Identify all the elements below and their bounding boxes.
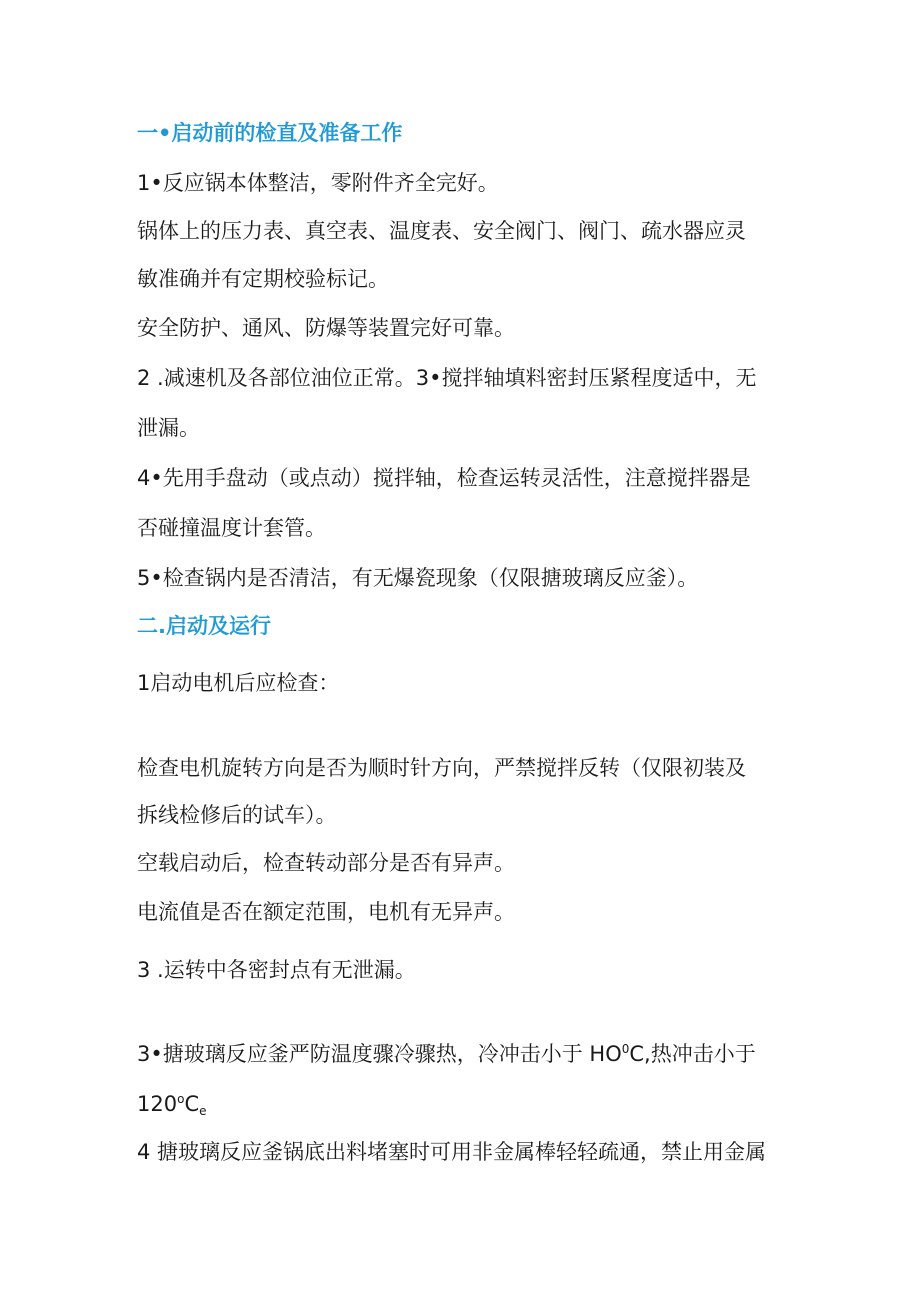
paragraph-line: 安全防护、通风、防爆等装置完好可靠。 <box>137 316 515 340</box>
superscript: 0 <box>621 1042 630 1056</box>
line-text: 3•搪玻璃反应釜严防温度骤冷骤热，冷冲击小于 HO <box>137 1042 622 1066</box>
line-text: C <box>184 1092 200 1116</box>
section-heading-2: 二.启动及运行 <box>137 614 271 638</box>
paragraph-line: 电流值是否在额定范围，电机有无异声。 <box>137 900 515 924</box>
paragraph-line: 4 搪玻璃反应釜锅底出料堵塞时可用非金属棒轻轻疏通，禁止用金属 <box>137 1140 767 1164</box>
paragraph-line: 空载启动后，检查转动部分是否有异声。 <box>137 851 515 875</box>
paragraph-line: 3 .运转中各密封点有无泄漏。 <box>137 958 416 982</box>
paragraph-line: 检查电机旋转方向是否为顺时针方向，严禁搅拌反转（仅限初装及 <box>137 756 746 780</box>
paragraph-line: 1•反应锅本体整洁，零附件齐全完好。 <box>137 171 499 195</box>
paragraph-line: 5•检查锅内是否清洁，有无爆瓷现象（仅限搪玻璃反应釜）。 <box>137 566 699 590</box>
paragraph-line: 1启动电机后应检查： <box>137 671 340 695</box>
paragraph-line: 锅体上的压力表、真空表、温度表、安全阀门、阀门、疏水器应灵 <box>137 219 746 243</box>
paragraph-line-temperature <box>137 1039 756 1069</box>
paragraph-line: 拆线检修后的试车）。 <box>137 803 337 827</box>
line-text: 120 <box>137 1092 178 1116</box>
subscript: e <box>199 1104 207 1118</box>
paragraph-line: 4•先用手盘动（或点动）搅拌轴，检查运转灵活性，注意搅拌器是 <box>137 466 751 490</box>
paragraph-line: 2 .减速机及各部位油位正常。3•搅拌轴填料密封压紧程度适中，无 <box>137 366 757 390</box>
line-text: C,热冲击小于 <box>629 1042 756 1066</box>
paragraph-line-temperature-value <box>137 1089 207 1119</box>
section-heading-1: 一•启动前的检直及准备工作 <box>137 121 403 145</box>
superscript: o <box>177 1092 185 1106</box>
paragraph-line: 敏准确并有定期校验标记。 <box>137 267 389 291</box>
paragraph-line: 否碰撞温度计套管。 <box>137 516 326 540</box>
paragraph-line: 泄漏。 <box>137 416 200 440</box>
